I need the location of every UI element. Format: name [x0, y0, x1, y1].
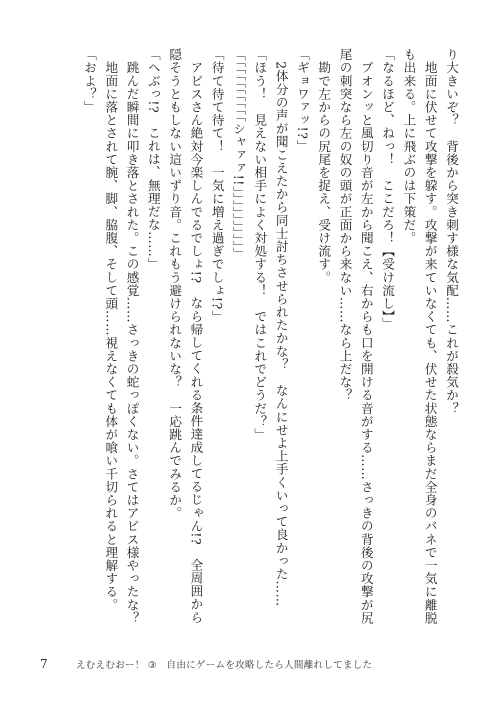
text-line: 「ほう！ 見えない相手によく対処する！ ではこれでどうだ？」 [252, 48, 268, 441]
text-line: 「待て待て待て！ 一気に増え過ぎでしょ!?」 [209, 48, 225, 323]
text-line: 「なるほど、ねっ！ ここだろ！【受け流し】」 [380, 48, 396, 330]
text-line: 地面に落とされて腕、脚、脇腹、そして頭……視えなくても体が喰い千切られると理解する。 [103, 48, 119, 612]
page-footer [40, 655, 372, 673]
text-line: り大きいぞ？ 背後から突き刺す様な気配……これが殺気か？ [444, 48, 459, 415]
text-line: 尾の刺突なら左の奴の頭が正面から来ない……なら上だな？ [337, 48, 353, 402]
text-line: ブオンッと風切り音が左から聞こえ、右からも口を開ける音がする……さっきの背後の攻撃が尻 [358, 48, 374, 625]
text-line: も出来る。上に飛ぶのは下策だ。 [401, 48, 417, 245]
page-number: 7 [40, 657, 48, 671]
text-line: 「およ？」 [81, 48, 97, 114]
text-line: 「「「「「「「「「「シャァァ!!」」」」」」」」」」 [231, 48, 247, 261]
text-line: 地面に伏せて攻撃を躱す。攻撃が来ていなくても、伏せた状態ならまだ全身のバネで一気に離脱 [422, 48, 438, 625]
text-line: アビスさん絶対今楽しんでるでしょ!? なら帰してくれる条件達成してるじゃん!? 全周囲から [188, 48, 204, 624]
text-line: 跳んだ瞬間に叩き落とされた。この感覚……さっきの蛇っぽくない。さてはアビス様やったな？ [124, 48, 140, 625]
text-line: 2体分の声が聞こえたから同士討ちさせられたかな？ なんにせよ上手くいって良かった…… [273, 48, 289, 607]
text-line: 「へぶっ!? これは、無理だな……」 [145, 48, 161, 271]
text-line: 勘で左からの尻尾を捉え、受け流す。 [316, 48, 332, 284]
text-line: 隠そうともしない這いずり音。これもう避けられないな？ 一応跳んでみるか。 [167, 48, 183, 520]
running-title: えむえむおー！ ③ 自由にゲームを攻略したら人間離れしてました [76, 660, 373, 671]
body-text [36, 48, 462, 633]
text-line: 「ギョワァッ!?」 [294, 48, 310, 153]
